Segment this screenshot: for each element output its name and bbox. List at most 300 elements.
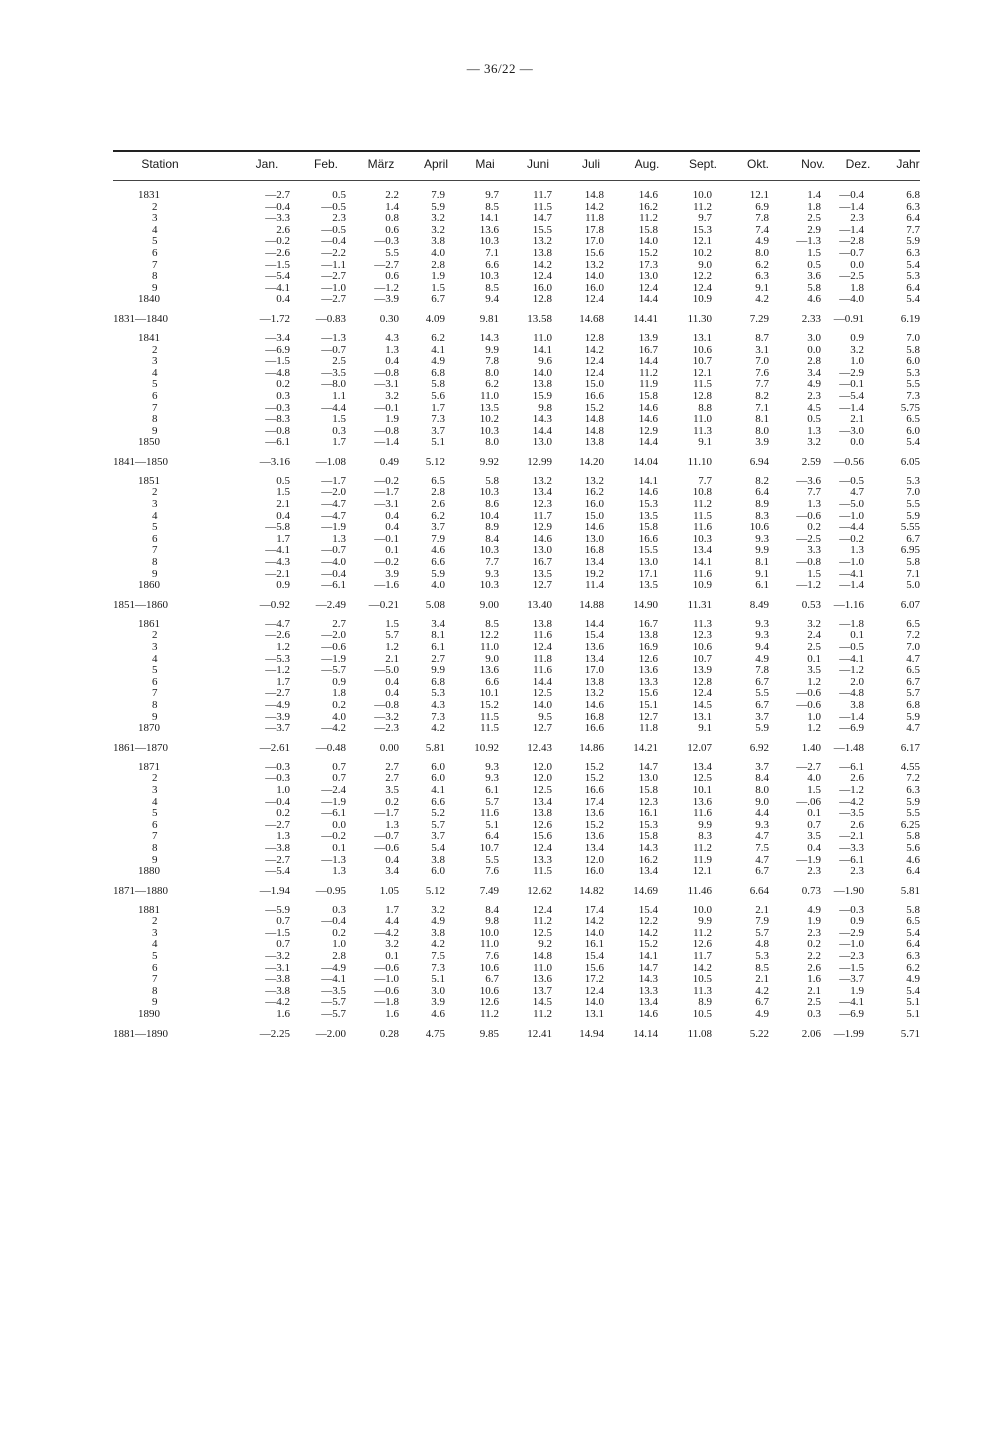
station-year-label: 8 xyxy=(152,270,158,283)
table-cell: 1.5 xyxy=(431,281,445,294)
table-cell: 13.6 xyxy=(479,223,499,236)
table-cell: 11.7 xyxy=(693,950,712,963)
table-cell: 12.6 xyxy=(638,652,658,665)
table-cell: 13.6 xyxy=(584,641,604,653)
table-cell: 12.0 xyxy=(532,760,552,773)
table-cell: 5.5 xyxy=(906,498,920,511)
table-cell: 11.2 xyxy=(639,366,658,379)
table-cell: —2.4 xyxy=(321,783,346,796)
table-cell: —5.4 xyxy=(265,865,290,878)
table-cell: —0.3 xyxy=(839,903,864,916)
table-cell: —5.7 xyxy=(321,1008,346,1021)
table-cell: 17.4 xyxy=(584,795,604,808)
station-year-label: 3 xyxy=(152,212,158,225)
table-cell: 6.5 xyxy=(906,617,920,630)
table-cell: —2.61 xyxy=(259,741,290,754)
table-cell: 8.0 xyxy=(485,436,499,449)
table-cell: —3.2 xyxy=(374,710,399,723)
column-header: April xyxy=(423,157,449,171)
table-cell: 15.3 xyxy=(692,223,712,236)
table-cell: 2.3 xyxy=(807,926,821,939)
table-cell: 11.5 xyxy=(480,722,499,735)
table-cell: 7.1 xyxy=(906,567,920,580)
table-cell: —1.72 xyxy=(259,312,290,325)
station-year-label: 3 xyxy=(152,926,158,939)
table-cell: 14.7 xyxy=(638,961,658,974)
table-cell: 14.68 xyxy=(579,312,604,325)
table-cell: 13.0 xyxy=(532,436,552,449)
table-cell: —6.9 xyxy=(265,343,290,356)
table-cell: 3.7 xyxy=(431,830,445,843)
table-cell: —5.8 xyxy=(265,521,290,534)
table-cell: 13.4 xyxy=(584,652,604,665)
table-cell: 11.6 xyxy=(693,567,712,580)
table-cell: 14.7 xyxy=(532,212,552,225)
table-cell: 6.2 xyxy=(485,378,499,391)
table-cell: 7.8 xyxy=(755,664,769,677)
table-cell: 5.9 xyxy=(906,509,920,522)
table-cell: —0.1 xyxy=(374,532,399,545)
table-cell: 13.0 xyxy=(638,556,658,569)
table-cell: 0.2 xyxy=(807,521,821,534)
table-cell: 3.0 xyxy=(431,984,445,997)
table-cell: 16.6 xyxy=(638,532,658,545)
table-cell: 13.0 xyxy=(584,532,604,545)
table-cell: 9.81 xyxy=(479,312,499,325)
table-cell: 7.7 xyxy=(755,378,769,391)
table-cell: 3.8 xyxy=(431,926,445,939)
table-cell: 7.7 xyxy=(906,223,920,236)
table-cell: 0.4 xyxy=(276,509,290,522)
table-cell: 11.30 xyxy=(687,312,712,325)
table-cell: 14.4 xyxy=(638,293,658,306)
table-cell: 13.4 xyxy=(692,544,712,557)
table-cell: 2.3 xyxy=(850,212,864,225)
table-cell: 6.7 xyxy=(485,973,499,986)
station-year-label: 4 xyxy=(152,509,158,522)
table-cell: —4.7 xyxy=(321,509,346,522)
station-year-label: 2 xyxy=(152,343,158,356)
table-cell: 6.19 xyxy=(900,312,920,325)
table-cell: 5.4 xyxy=(906,258,920,271)
year-row xyxy=(0,557,1000,569)
table-cell: 14.2 xyxy=(584,915,604,928)
table-cell: 4.0 xyxy=(431,579,445,592)
table-cell: 14.6 xyxy=(532,532,552,545)
table-cell: 10.6 xyxy=(479,961,499,974)
table-cell: —1.5 xyxy=(265,355,290,368)
table-cell: 3.2 xyxy=(385,389,399,402)
table-cell: 1.5 xyxy=(807,783,821,796)
table-cell: 6.4 xyxy=(906,938,920,951)
table-cell: 0.4 xyxy=(385,675,399,688)
station-year-label: 3 xyxy=(152,355,158,368)
table-cell: 5.1 xyxy=(485,818,499,831)
table-cell: 0.2 xyxy=(332,698,346,711)
table-cell: 8.2 xyxy=(755,389,769,402)
table-cell: 9.2 xyxy=(538,938,552,951)
table-cell: 0.00 xyxy=(379,741,399,754)
table-cell: 1.2 xyxy=(276,641,290,653)
year-row xyxy=(0,785,1000,797)
table-cell: 5.7 xyxy=(906,687,920,700)
table-cell: —2.5 xyxy=(796,532,821,545)
table-cell: 5.9 xyxy=(906,710,920,723)
table-cell: —5.4 xyxy=(265,270,290,283)
table-cell: 6.05 xyxy=(900,455,920,468)
column-header: Juni xyxy=(526,157,550,171)
table-cell: 14.6 xyxy=(584,698,604,711)
table-cell: 14.3 xyxy=(532,413,552,426)
table-cell: 14.6 xyxy=(638,413,658,426)
table-cell: —3.6 xyxy=(796,474,821,487)
table-cell: 0.7 xyxy=(276,938,290,951)
table-cell: 5.9 xyxy=(431,200,445,213)
table-cell: 5.8 xyxy=(807,281,821,294)
table-cell: 4.3 xyxy=(385,331,399,344)
table-cell: 1.6 xyxy=(807,973,821,986)
table-cell: —5.7 xyxy=(321,664,346,677)
table-cell: 14.0 xyxy=(584,996,604,1009)
table-cell: 1.7 xyxy=(385,903,399,916)
table-cell: 12.6 xyxy=(692,938,712,951)
table-cell: 7.8 xyxy=(485,355,499,368)
table-cell: 4.9 xyxy=(906,973,920,986)
table-cell: —2.25 xyxy=(259,1027,290,1040)
table-cell: —0.7 xyxy=(374,830,399,843)
table-cell: 13.1 xyxy=(692,331,712,344)
table-cell: 5.6 xyxy=(431,389,445,402)
table-cell: 12.5 xyxy=(532,687,552,700)
table-cell: 5.8 xyxy=(906,556,920,569)
year-row xyxy=(0,437,1000,449)
table-cell: —4.8 xyxy=(265,366,290,379)
table-cell: 7.7 xyxy=(698,474,712,487)
table-cell: —1.5 xyxy=(265,926,290,939)
table-cell: 9.7 xyxy=(485,189,499,201)
table-cell: 5.5 xyxy=(485,853,499,866)
table-cell: 11.5 xyxy=(693,378,712,391)
station-year-label: 1871—1880 xyxy=(113,884,168,897)
column-header: Station xyxy=(141,157,179,171)
station-year-label: 6 xyxy=(152,675,158,688)
table-cell: 0.1 xyxy=(807,807,821,820)
table-cell: 14.6 xyxy=(638,401,658,414)
year-row xyxy=(0,951,1000,963)
table-cell: 5.2 xyxy=(431,807,445,820)
table-cell: 6.0 xyxy=(431,865,445,878)
table-cell: 2.3 xyxy=(332,212,346,225)
decade-mean-row xyxy=(0,456,1000,469)
column-header: Sept. xyxy=(688,157,718,171)
station-year-label: 5 xyxy=(152,807,158,820)
table-cell: 1.0 xyxy=(807,710,821,723)
table-cell: 2.1 xyxy=(807,984,821,997)
table-header xyxy=(0,157,1000,177)
table-cell: —3.7 xyxy=(265,722,290,735)
station-year-label: 9 xyxy=(152,853,158,866)
table-cell: 7.9 xyxy=(431,532,445,545)
table-cell: 12.5 xyxy=(532,926,552,939)
table-cell: 5.55 xyxy=(900,521,920,534)
table-cell: 0.4 xyxy=(385,521,399,534)
table-cell: 1.6 xyxy=(276,1008,290,1021)
table-cell: 1.9 xyxy=(850,984,864,997)
table-cell: 6.7 xyxy=(906,675,920,688)
table-cell: 13.9 xyxy=(692,664,712,677)
table-cell: 12.43 xyxy=(527,741,552,754)
table-cell: —3.5 xyxy=(321,366,346,379)
table-cell: 13.4 xyxy=(638,865,658,878)
table-cell: 5.3 xyxy=(431,687,445,700)
table-cell: 11.9 xyxy=(639,378,658,391)
table-cell: 9.8 xyxy=(485,915,499,928)
table-cell: 4.9 xyxy=(431,915,445,928)
table-cell: 6.94 xyxy=(749,455,769,468)
table-cell: 14.90 xyxy=(633,598,658,611)
table-cell: 11.3 xyxy=(693,984,712,997)
table-cell: 5.3 xyxy=(755,950,769,963)
station-year-label: 2 xyxy=(152,200,158,213)
year-row xyxy=(0,843,1000,855)
table-cell: 0.53 xyxy=(801,598,821,611)
table-cell: 5.71 xyxy=(900,1027,920,1040)
table-cell: 4.0 xyxy=(431,246,445,259)
table-cell: 14.4 xyxy=(638,436,658,449)
table-cell: 0.9 xyxy=(276,579,290,592)
table-cell: 13.0 xyxy=(638,772,658,785)
table-cell: 11.3 xyxy=(693,617,712,630)
table-cell: 8.9 xyxy=(485,521,499,534)
table-cell: 11.0 xyxy=(693,413,712,426)
table-cell: 4.9 xyxy=(431,355,445,368)
table-cell: 3.8 xyxy=(850,698,864,711)
table-cell: 7.49 xyxy=(479,884,499,897)
station-year-label: 7 xyxy=(152,544,158,557)
table-cell: —1.0 xyxy=(839,938,864,951)
table-cell: 12.7 xyxy=(532,722,552,735)
table-cell: 1.5 xyxy=(332,413,346,426)
table-cell: —1.3 xyxy=(796,235,821,248)
table-cell: —5.0 xyxy=(839,498,864,511)
table-cell: 9.0 xyxy=(485,652,499,665)
table-cell: 17.2 xyxy=(584,973,604,986)
table-cell: 7.3 xyxy=(906,389,920,402)
table-cell: —2.7 xyxy=(265,818,290,831)
table-cell: 10.7 xyxy=(692,652,712,665)
table-cell: 14.5 xyxy=(532,996,552,1009)
table-cell: 8.1 xyxy=(755,556,769,569)
table-cell: 1.5 xyxy=(807,246,821,259)
table-cell: 12.5 xyxy=(532,783,552,796)
table-cell: 15.6 xyxy=(584,961,604,974)
table-cell: —0.5 xyxy=(321,223,346,236)
station-year-label: 9 xyxy=(152,710,158,723)
table-cell: —5.0 xyxy=(374,664,399,677)
table-cell: 6.7 xyxy=(755,698,769,711)
table-cell: —0.91 xyxy=(833,312,864,325)
table-cell: 9.4 xyxy=(755,641,769,653)
table-cell: 12.4 xyxy=(692,281,712,294)
table-cell: 0.7 xyxy=(332,760,346,773)
table-cell: 12.0 xyxy=(532,772,552,785)
table-cell: 3.5 xyxy=(807,664,821,677)
table-cell: 15.4 xyxy=(584,950,604,963)
table-cell: —1.0 xyxy=(374,973,399,986)
table-cell: 5.9 xyxy=(755,722,769,735)
table-cell: 15.5 xyxy=(638,544,658,557)
year-row xyxy=(0,391,1000,403)
table-cell: 14.7 xyxy=(638,760,658,773)
table-cell: 8.3 xyxy=(698,830,712,843)
table-cell: 15.2 xyxy=(638,938,658,951)
table-cell: 4.6 xyxy=(906,853,920,866)
table-cell: 13.3 xyxy=(532,853,552,866)
table-cell: 9.9 xyxy=(698,818,712,831)
table-cell: 15.2 xyxy=(479,698,499,711)
table-cell: 5.12 xyxy=(425,455,445,468)
column-header: Jan. xyxy=(255,157,279,171)
table-cell: 5.1 xyxy=(906,1008,920,1021)
station-year-label: 1860 xyxy=(138,579,160,592)
table-cell: —1.94 xyxy=(259,884,290,897)
table-cell: 14.14 xyxy=(633,1027,658,1040)
table-cell: 14.41 xyxy=(633,312,658,325)
table-cell: 0.73 xyxy=(801,884,821,897)
table-cell: 11.2 xyxy=(639,212,658,225)
table-cell: —0.48 xyxy=(315,741,346,754)
table-cell: 16.8 xyxy=(584,544,604,557)
table-cell: 3.0 xyxy=(807,331,821,344)
table-cell: —2.2 xyxy=(321,246,346,259)
table-cell: 12.4 xyxy=(532,903,552,916)
table-cell: 7.4 xyxy=(755,223,769,236)
table-cell: 12.4 xyxy=(532,270,552,283)
table-cell: 8.4 xyxy=(755,772,769,785)
table-cell: 11.6 xyxy=(480,807,499,820)
table-cell: 16.6 xyxy=(584,722,604,735)
table-cell: 11.0 xyxy=(533,961,552,974)
table-cell: 3.9 xyxy=(755,436,769,449)
table-cell: 12.3 xyxy=(532,498,552,511)
table-cell: 13.6 xyxy=(638,664,658,677)
table-cell: 12.99 xyxy=(527,455,552,468)
table-cell: 16.2 xyxy=(584,486,604,499)
table-cell: 4.7 xyxy=(906,652,920,665)
table-cell: 11.5 xyxy=(533,200,552,213)
table-cell: 7.3 xyxy=(431,961,445,974)
table-cell: —0.8 xyxy=(374,698,399,711)
table-cell: 8.1 xyxy=(755,413,769,426)
table-cell: 5.81 xyxy=(900,884,920,897)
table-cell: 0.1 xyxy=(385,950,399,963)
table-cell: —4.4 xyxy=(839,521,864,534)
table-cell: 14.82 xyxy=(579,884,604,897)
table-cell: 17.8 xyxy=(584,223,604,236)
table-cell: 13.2 xyxy=(584,258,604,271)
table-cell: 4.0 xyxy=(332,710,346,723)
table-cell: 9.9 xyxy=(698,915,712,928)
table-cell: 14.6 xyxy=(638,1008,658,1021)
table-cell: —0.7 xyxy=(321,544,346,557)
table-cell: 13.6 xyxy=(692,795,712,808)
table-cell: 5.1 xyxy=(431,436,445,449)
table-cell: 16.0 xyxy=(532,281,552,294)
table-cell: —0.3 xyxy=(374,235,399,248)
column-header: Mai xyxy=(475,157,495,171)
table-cell: 10.5 xyxy=(692,1008,712,1021)
table-cell: 6.17 xyxy=(900,741,920,754)
table-cell: 1.7 xyxy=(276,532,290,545)
station-year-label: 1890 xyxy=(138,1008,160,1021)
table-cell: 14.0 xyxy=(638,235,658,248)
station-year-label: 9 xyxy=(152,281,158,294)
header-rule xyxy=(113,180,920,181)
station-year-label: 1871 xyxy=(138,760,160,773)
table-cell: 0.0 xyxy=(332,818,346,831)
table-cell: 1.5 xyxy=(807,567,821,580)
table-cell: 9.3 xyxy=(755,818,769,831)
table-cell: 16.0 xyxy=(584,865,604,878)
table-cell: 9.1 xyxy=(698,722,712,735)
table-cell: —1.3 xyxy=(321,331,346,344)
table-cell: 13.5 xyxy=(638,579,658,592)
table-cell: 13.0 xyxy=(532,544,552,557)
table-cell: 7.6 xyxy=(485,950,499,963)
table-cell: 6.8 xyxy=(906,189,920,201)
table-cell: 3.4 xyxy=(385,865,399,878)
station-year-label: 7 xyxy=(152,258,158,271)
table-cell: 14.4 xyxy=(584,617,604,630)
station-year-label: 6 xyxy=(152,246,158,259)
table-cell: 1.3 xyxy=(807,498,821,511)
table-cell: —8.0 xyxy=(321,378,346,391)
table-cell: 6.25 xyxy=(900,818,920,831)
table-cell: 5.7 xyxy=(385,629,399,642)
table-cell: —1.9 xyxy=(796,853,821,866)
table-cell: 12.4 xyxy=(532,641,552,653)
table-cell: 11.6 xyxy=(533,629,552,642)
table-cell: 0.5 xyxy=(332,189,346,201)
table-cell: 6.95 xyxy=(900,544,920,557)
table-cell: —3.1 xyxy=(374,498,399,511)
table-cell: —1.2 xyxy=(796,579,821,592)
table-cell: —3.16 xyxy=(259,455,290,468)
table-cell: —8.3 xyxy=(265,413,290,426)
table-cell: —1.7 xyxy=(321,474,346,487)
table-cell: 14.4 xyxy=(638,355,658,368)
table-cell: 9.8 xyxy=(538,401,552,414)
table-cell: 8.3 xyxy=(755,509,769,522)
table-cell: 6.1 xyxy=(755,579,769,592)
table-cell: —6.1 xyxy=(321,579,346,592)
table-cell: 15.2 xyxy=(584,401,604,414)
table-cell: 2.33 xyxy=(801,312,821,325)
table-cell: 14.0 xyxy=(532,698,552,711)
table-cell: —1.7 xyxy=(374,486,399,499)
table-cell: 15.2 xyxy=(584,772,604,785)
table-cell: 2.3 xyxy=(807,389,821,402)
table-cell: 6.5 xyxy=(431,474,445,487)
table-cell: 15.8 xyxy=(638,223,658,236)
table-cell: 12.5 xyxy=(692,772,712,785)
table-cell: 5.22 xyxy=(749,1027,769,1040)
table-cell: 3.2 xyxy=(807,617,821,630)
table-cell: 9.6 xyxy=(538,355,552,368)
table-cell: 0.1 xyxy=(385,544,399,557)
table-cell: 15.8 xyxy=(638,521,658,534)
page-number: — 36/22 — xyxy=(466,61,534,76)
